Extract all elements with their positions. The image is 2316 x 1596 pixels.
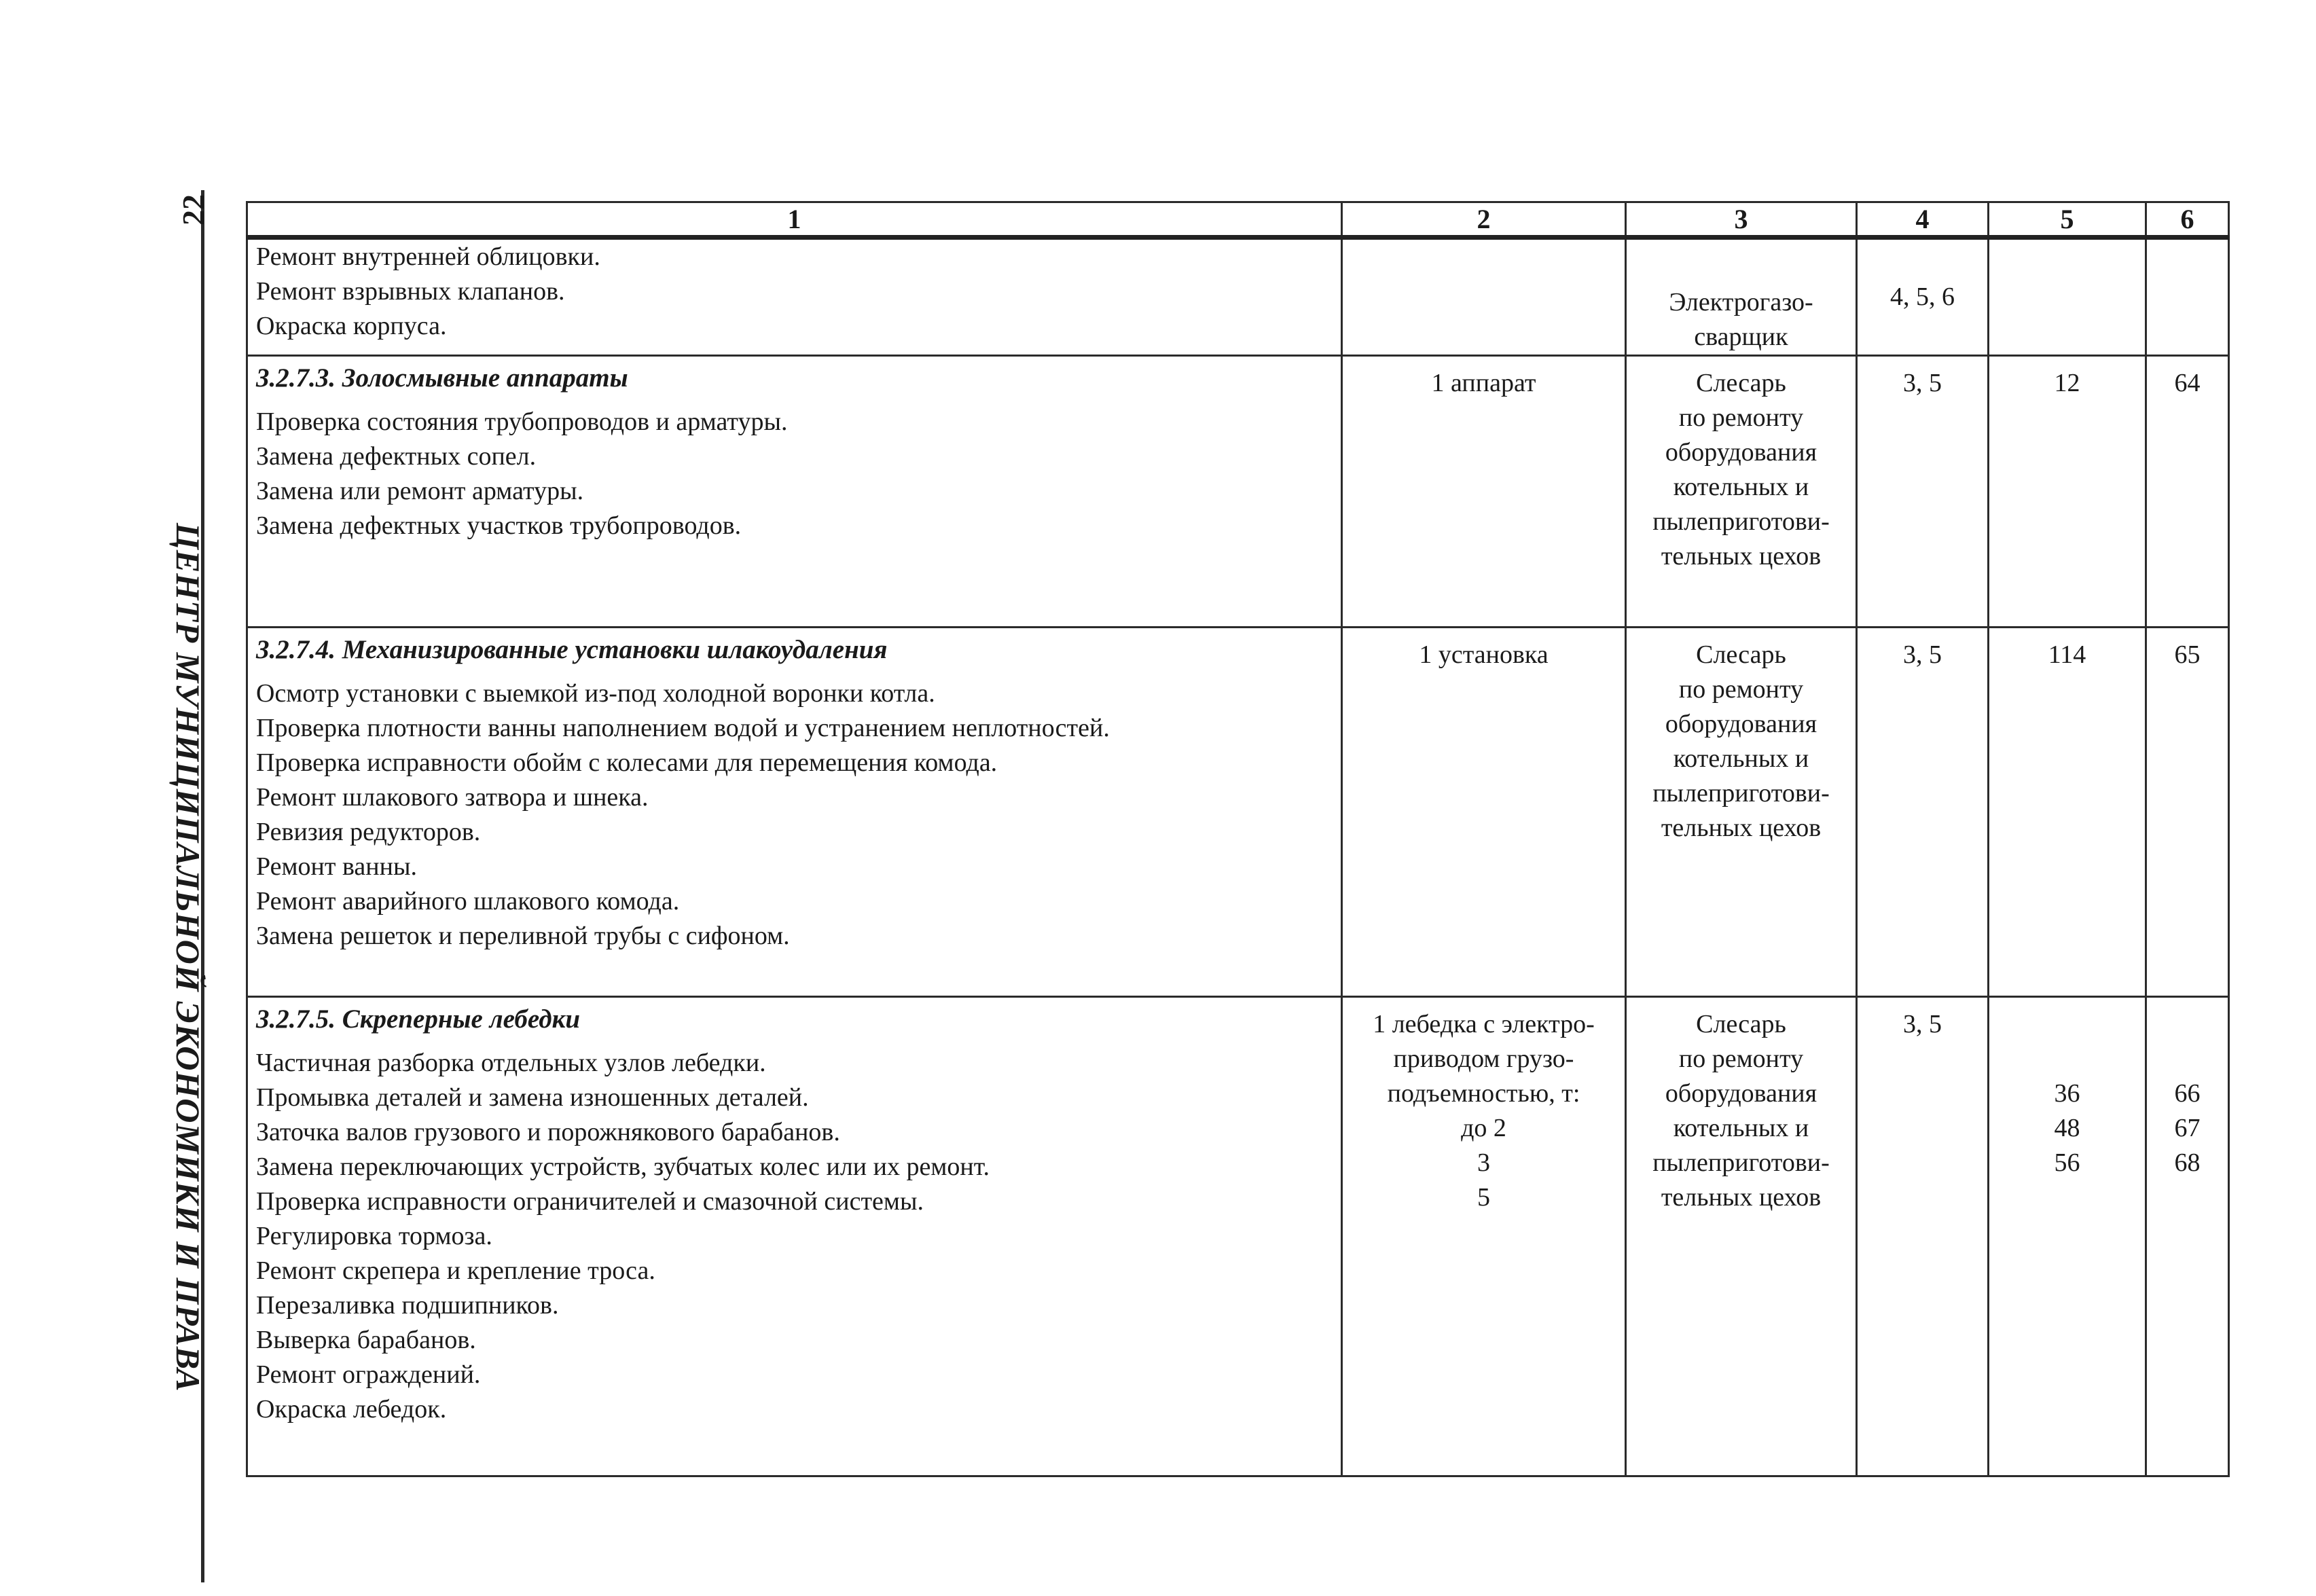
worker-line: тельных цехов: [1661, 814, 1822, 842]
grade-cell: 3, 5: [1857, 356, 1989, 628]
worker-line: оборудования: [1665, 1079, 1817, 1108]
work-description-cell: [247, 628, 1342, 997]
task-item: Замена дефектных сопел.: [256, 442, 537, 471]
hours-line: 56: [2054, 1148, 2080, 1177]
unit-cell: [1342, 997, 1626, 1476]
page-number: 22: [176, 194, 211, 225]
worker-cell: [1626, 238, 1857, 356]
worker-line: оборудования: [1665, 710, 1817, 738]
section-title: 3.2.7.5. Скреперные лебедки: [256, 1004, 581, 1034]
task-item: Проверка исправности ограничителей и смазочной системы.: [256, 1187, 924, 1216]
ref-cell: [2146, 238, 2229, 356]
task-item: Ремонт шлакового затвора и шнека.: [256, 783, 649, 812]
task-item: Ремонт скрепера и крепление троса.: [256, 1256, 655, 1285]
ref-cell: 65: [2146, 628, 2229, 997]
task-item: Ремонт взрывных клапанов.: [256, 277, 565, 306]
ref-line: 68: [2174, 1148, 2201, 1177]
ref-line: 66: [2174, 1079, 2201, 1108]
alignment-spacer: [2151, 1007, 2224, 1076]
col-header-6: 6: [2146, 202, 2229, 238]
unit-cell: 1 установка: [1342, 628, 1626, 997]
work-description-cell: [247, 356, 1342, 628]
unit-cell: [1342, 238, 1626, 356]
col-header-4: 4: [1857, 202, 1989, 238]
worker-line: пылеприготови-: [1652, 1148, 1830, 1177]
task-item: Ремонт внутренней облицовки.: [256, 242, 600, 271]
task-item: Замена решеток и переливной трубы с сифоном.: [256, 922, 790, 950]
section-title: 3.2.7.3. Золосмывные аппараты: [256, 363, 628, 393]
task-item: Осмотр установки с выемкой из-под холодной воронки котла.: [256, 679, 935, 708]
worker-line: котельных и: [1673, 473, 1809, 501]
task-item: Заточка валов грузового и порожнякового барабанов.: [256, 1118, 840, 1146]
unit-line: 5: [1477, 1183, 1490, 1212]
worker-line: Электрогазо-: [1669, 288, 1813, 316]
work-description-cell: [247, 997, 1342, 1476]
repair-norms-table: [246, 201, 2230, 1477]
worker-line: Слесарь: [1696, 640, 1786, 669]
table-row: [247, 356, 2229, 628]
unit-line: 1 лебедка с электро-: [1373, 1010, 1595, 1038]
worker-line: тельных цехов: [1661, 1183, 1822, 1212]
worker-line: котельных и: [1673, 744, 1809, 773]
worker-line: пылеприготови-: [1652, 507, 1830, 536]
worker-cell: [1626, 628, 1857, 997]
worker-line: пылеприготови-: [1652, 779, 1830, 808]
worker-line: сварщик: [1694, 323, 1788, 351]
col-header-2: 2: [1342, 202, 1626, 238]
task-item: Выверка барабанов.: [256, 1326, 476, 1354]
hours-line: 48: [2054, 1114, 2080, 1142]
task-item: Ремонт ванны.: [256, 852, 417, 881]
task-item: Регулировка тормоза.: [256, 1222, 492, 1250]
ref-cell: [2146, 997, 2229, 1476]
worker-line: по ремонту: [1678, 1045, 1804, 1073]
task-item: Проверка состояния трубопроводов и арматуры.: [256, 407, 788, 436]
worker-line: оборудования: [1665, 438, 1817, 467]
header-row: [247, 202, 2229, 238]
hours-cell: 12: [1989, 356, 2146, 628]
worker-cell: [1626, 356, 1857, 628]
table-row: [247, 997, 2229, 1476]
section-title: 3.2.7.4. Механизированные установки шлакоудаления: [256, 635, 888, 664]
task-item: Проверка плотности ванны наполнением водой и устранением неплотностей.: [256, 714, 1110, 742]
task-item: Замена переключающих устройств, зубчатых колес или их ремонт.: [256, 1153, 990, 1181]
task-item: Частичная разборка отдельных узлов лебедки.: [256, 1049, 766, 1077]
task-item: Замена дефектных участков трубопроводов.: [256, 511, 742, 540]
col-header-5: 5: [1989, 202, 2146, 238]
worker-line: Слесарь: [1696, 1010, 1786, 1038]
alignment-spacer: [1993, 1007, 2141, 1076]
ref-cell: 64: [2146, 356, 2229, 628]
hours-line: 36: [2054, 1079, 2080, 1108]
table-row: [247, 238, 2229, 356]
task-item: Ремонт аварийного шлакового комода.: [256, 887, 680, 915]
task-item: Ремонт ограждений.: [256, 1360, 481, 1389]
task-item: Замена или ремонт арматуры.: [256, 477, 584, 505]
hours-cell: [1989, 997, 2146, 1476]
worker-line: по ремонту: [1678, 403, 1804, 432]
grade-cell: 3, 5: [1857, 628, 1989, 997]
unit-line: приводом грузо-: [1393, 1045, 1574, 1073]
unit-cell: 1 аппарат: [1342, 356, 1626, 628]
grade-cell: 4, 5, 6: [1857, 238, 1989, 356]
table-row: [247, 628, 2229, 997]
task-item: Окраска лебедок.: [256, 1395, 447, 1423]
worker-line: тельных цехов: [1661, 542, 1822, 570]
grade-cell: 3, 5: [1857, 997, 1989, 1476]
task-item: Перезаливка подшипников.: [256, 1291, 559, 1320]
worker-line: Слесарь: [1696, 369, 1786, 397]
hours-cell: [1989, 238, 2146, 356]
unit-line: подъемностью, т:: [1387, 1079, 1580, 1108]
task-item: Окраска корпуса.: [256, 312, 447, 340]
worker-cell: [1626, 997, 1857, 1476]
hours-cell: 114: [1989, 628, 2146, 997]
unit-line: до 2: [1461, 1114, 1506, 1142]
work-description-cell: [247, 238, 1342, 356]
worker-line: по ремонту: [1678, 675, 1804, 704]
publisher-title: ЦЕНТР МУНИЦИПАЛЬНОЙ ЭКОНОМИКИ И ПРАВА: [169, 523, 207, 1392]
task-item: Проверка исправности обойм с колесами для перемещения комода.: [256, 748, 998, 777]
col-header-3: 3: [1626, 202, 1857, 238]
unit-line: 3: [1477, 1148, 1490, 1177]
ref-line: 67: [2174, 1114, 2201, 1142]
task-item: Ревизия редукторов.: [256, 818, 481, 846]
task-item: Промывка деталей и замена изношенных деталей.: [256, 1083, 809, 1112]
worker-line: котельных и: [1673, 1114, 1809, 1142]
col-header-1: 1: [247, 202, 1342, 238]
